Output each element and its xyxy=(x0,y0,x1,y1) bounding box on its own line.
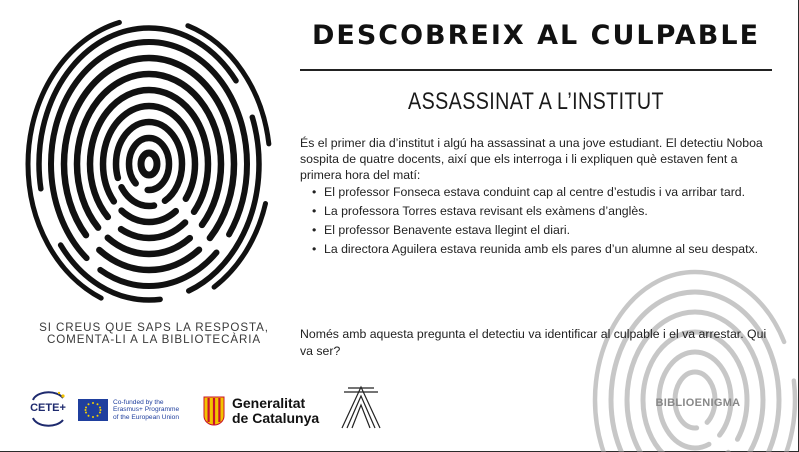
fingerprint-icon xyxy=(18,14,280,314)
erasmus-caption xyxy=(113,399,179,421)
cete-logo xyxy=(28,388,68,428)
story-intro: És el primer dia d’institut i algú ha assassinat a una jove estudiant. El detectiu Noboa sospita de quatre docents, així que els interroga i li expliquen què estaven fent a primera hora del matí: xyxy=(300,136,763,182)
generalitat-label-line: Generalitat xyxy=(232,395,306,411)
generalitat-label xyxy=(232,396,319,426)
suspect-item: • La professora Torres estava revisant els exàmens d’anglès. xyxy=(300,203,776,219)
closing-question: Només amb aquesta pregunta el detectiu va identificar al culpable i el va arrestar. Qui va ser? xyxy=(300,327,767,358)
catalonia-shield-icon xyxy=(203,396,225,426)
erasmus-logo xyxy=(78,394,194,426)
suspect-item: • El professor Benavente estava llegint el diari. xyxy=(300,222,776,238)
institute-logo-icon xyxy=(338,384,384,430)
brand-label: BIBLIOENIGMA xyxy=(655,397,741,409)
suspect-item: • El professor Fonseca estava conduint cap al centre d’estudis i va arribar tard. xyxy=(300,184,776,200)
page-title: DESCOBREIX AL CULPABLE xyxy=(311,20,761,51)
page-subtitle: ASSASSINAT A L’INSTITUT xyxy=(408,88,664,115)
generalitat-logo xyxy=(203,392,323,430)
eu-flag-icon xyxy=(78,399,108,421)
generalitat-label-line: de Catalunya xyxy=(232,410,320,426)
erasmus-caption-line: Co-funded by the xyxy=(113,398,164,406)
title-divider xyxy=(300,69,772,71)
suspect-item: • La directora Aguilera estava reunida amb els pares d’un alumne al seu despatx. xyxy=(300,241,776,257)
erasmus-caption-line: Erasmus+ Programme xyxy=(113,406,180,414)
story-text xyxy=(300,135,776,260)
answer-call-to-action: SI CREUS QUE SAPS LA RESPOSTA, COMENTA-LI A LA BIBLIOTECÀRIA xyxy=(39,321,269,346)
suspect-list xyxy=(300,184,776,257)
cete-label: CETE+ xyxy=(30,402,66,414)
erasmus-caption-line: of the European Union xyxy=(113,413,179,421)
